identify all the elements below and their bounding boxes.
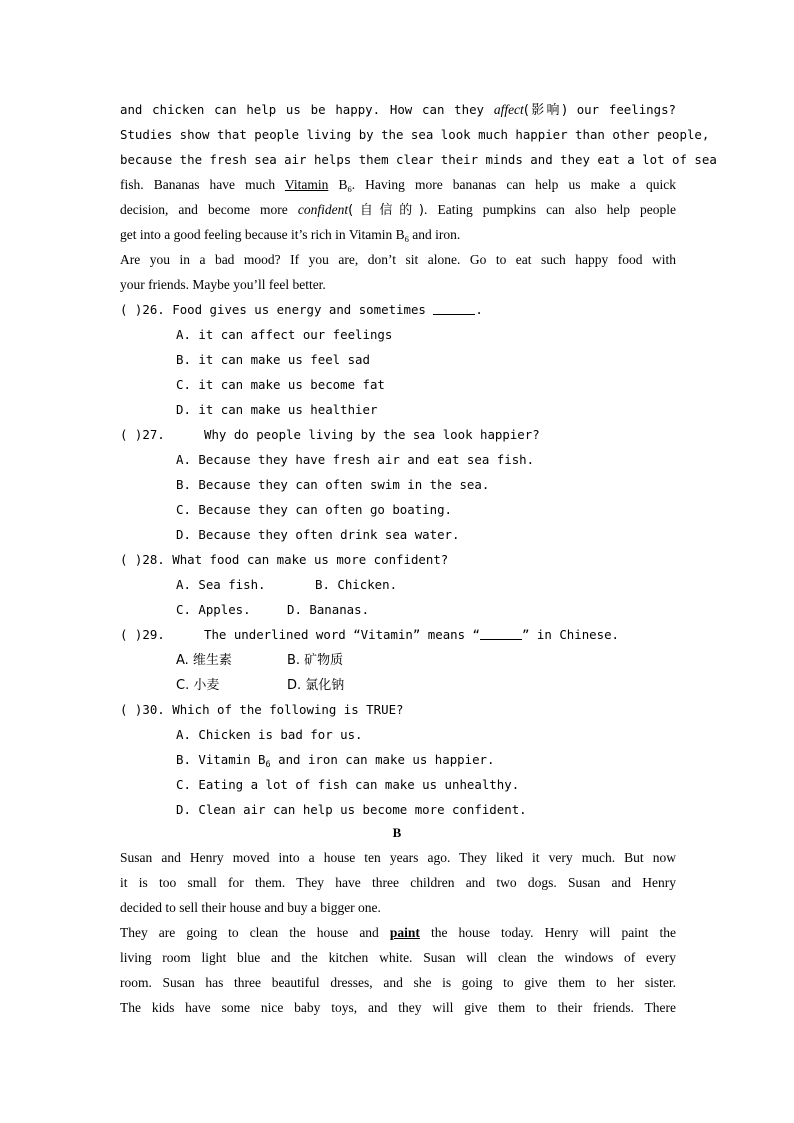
option-b: B. Chicken.: [315, 577, 398, 592]
option-c: C. 小麦: [176, 678, 220, 693]
option-d: D. it can make us healthier: [176, 402, 378, 417]
option-d: D. Clean air can help us become more confident.: [176, 802, 527, 817]
passage-line: They are going to clean the house and paint the house today. Henry will paint the: [120, 925, 676, 940]
option-c: C. Apples.: [176, 602, 251, 617]
passage-line: The kids have some nice baby toys, and they will give them to their friends. There: [120, 1000, 676, 1015]
question-29-text: The underlined word “Vitamin” means “ ” in Chinese.: [204, 627, 619, 642]
section-b-heading: B: [392, 825, 402, 840]
passage-line: and chicken can help us be happy. How can they affect(影响) our feelings?: [120, 102, 676, 118]
question-29: ( )29.: [120, 627, 165, 642]
option-a: A. 维生素: [176, 653, 232, 668]
passage-line: decided to sell their house and buy a bigger one.: [120, 900, 381, 915]
option-b: B. it can make us feel sad: [176, 352, 370, 367]
answer-paren[interactable]: ( ): [120, 702, 143, 717]
question-26: ( )26. Food gives us energy and sometimes .: [120, 302, 483, 317]
paint-underlined-word: paint: [389, 925, 420, 940]
question-28: ( )28. What food can make us more confident?: [120, 552, 449, 567]
passage-line: because the fresh sea air helps them clear their minds and they eat a lot of sea: [120, 152, 717, 167]
passage-line: Susan and Henry moved into a house ten years ago. They liked it very much. But now: [120, 850, 676, 865]
option-b: B. Because they can often swim in the sea.: [176, 477, 490, 492]
passage-line: it is too small for them. They have three children and two dogs. Susan and Henry: [120, 875, 676, 890]
option-c: C. Because they can often go boating.: [176, 502, 453, 517]
question-30: ( )30. Which of the following is TRUE?: [120, 702, 404, 717]
option-a: A. Because they have fresh air and eat sea fish.: [176, 452, 535, 467]
option-c: C. Eating a lot of fish can make us unhealthy.: [176, 777, 520, 792]
confident-word: confident: [297, 202, 349, 217]
passage-line: Are you in a bad mood? If you are, don’t sit alone. Go to eat such happy food with: [120, 252, 676, 267]
option-d: D. Bananas.: [287, 602, 370, 617]
option-c: C. it can make us become fat: [176, 377, 385, 392]
passage-line: get into a good feeling because it’s rich in Vitamin $B_6$ and iron.: [120, 227, 461, 244]
option-a: A. Sea fish.: [176, 577, 266, 592]
passage-line: your friends. Maybe you’ll feel better.: [120, 277, 326, 292]
passage-line: fish. Bananas have much Vitamin $B_6$. Having more bananas can help us make a quick: [120, 177, 676, 194]
option-b: B. Vitamin $B_6$ and iron can make us happier.: [176, 752, 495, 770]
passage-line: room. Susan has three beautiful dresses, and she is going to give them to her sister.: [120, 975, 676, 990]
passage-line: living room light blue and the kitchen white. Susan will clean the windows of every: [120, 950, 676, 965]
question-27-text: Why do people living by the sea look happier?: [204, 427, 540, 442]
passage-line: Studies show that people living by the sea look much happier than other people,: [120, 127, 710, 142]
option-a: A. Chicken is bad for us.: [176, 727, 363, 742]
affect-word: affect: [493, 102, 524, 117]
option-a: A. it can affect our feelings: [176, 327, 393, 342]
option-b: B. 矿物质: [287, 653, 344, 668]
answer-paren[interactable]: ( ): [120, 627, 143, 642]
answer-paren[interactable]: ( ): [120, 302, 143, 317]
vitamin-underlined-word: Vitamin: [284, 177, 329, 192]
passage-line: decision, and become more confident(自信的). Eating pumpkins can also help people: [120, 202, 676, 218]
question-27: ( )27.: [120, 427, 165, 442]
answer-blank: [433, 301, 475, 315]
option-d: D. Because they often drink sea water.: [176, 527, 460, 542]
answer-paren[interactable]: ( ): [120, 552, 143, 567]
answer-paren[interactable]: ( ): [120, 427, 143, 442]
answer-blank: [480, 626, 522, 640]
option-d: D. 氯化钠: [287, 678, 345, 693]
